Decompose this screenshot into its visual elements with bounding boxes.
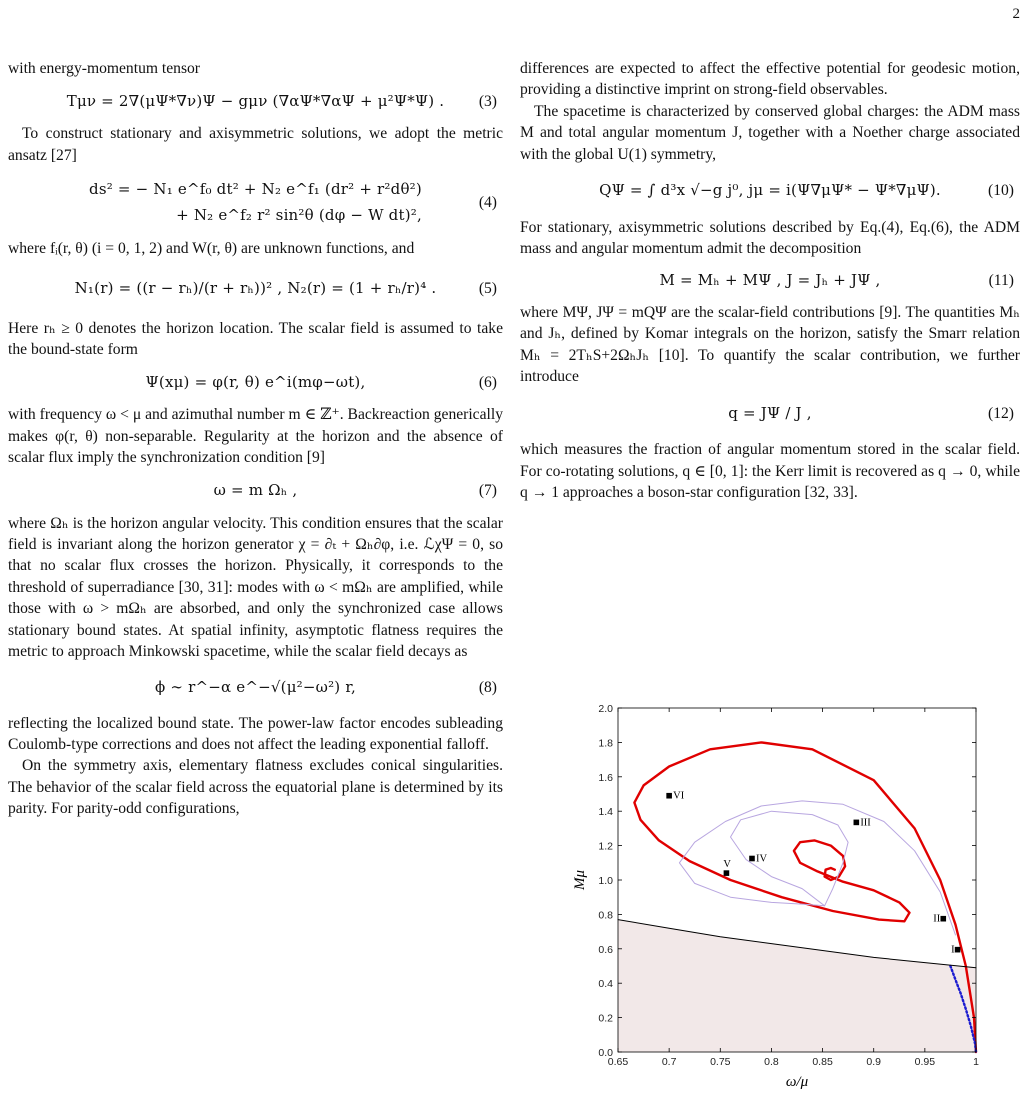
paragraph: differences are expected to affect the effective potential for geodesic motion, providing a distinctive imprint on strong-field observables. [520,60,1020,99]
marker-II [940,916,946,922]
equation-10 [520,165,1020,217]
y-tick-label: 1.6 [598,771,613,784]
equation-line: ds² = − N₁ e^f₀ dt² + N₂ e^f₁ (dr² + r²dθ²) [89,180,422,199]
paragraph: The spacetime is characterized by conserved global charges: the ADM mass M and total angular momentum J, together with a Noether charge associated with the global U(1) symmetry, [520,102,1020,163]
equation-text: Tμν = 2∇(μΨ*∇ν)Ψ − gμν (∇αΨ*∇αΨ + μ²Ψ*Ψ) . [66,91,445,110]
x-tick-label: 0.9 [866,1056,882,1068]
marker-VI [666,793,672,799]
marker-label-II: II [933,913,941,925]
equation-text: ϕ ∼ r^−α e^−√(μ²−ω²) r, [154,677,357,696]
equation-text: QΨ = ∫ d³x √−g j⁰, jμ = i(Ψ∇μΨ* − Ψ*∇μΨ). [599,181,941,200]
equation-number: (11) [988,272,1014,290]
figure [558,700,998,1100]
equation-line: + N₂ e^f₂ r² sin²θ (dφ − W dt)², [176,206,422,225]
equation-5 [8,260,503,318]
equation-7 [8,469,503,513]
x-tick-label: 0.8 [764,1056,779,1068]
marker-label-V: V [723,859,732,871]
y-tick-label: 1.4 [598,806,613,819]
y-tick-label: 0.4 [598,978,613,991]
y-tick-label: 2.0 [598,703,613,715]
marker-III [854,820,860,826]
paragraph: which measures the fraction of angular momentum stored in the scalar field. For co-rotating solutions, q ∈ [0, 1]: the Kerr limit is recovered as q → 0, while q → 1 approaches a boson-star configuration [32, 33]. [520,441,1020,502]
equation-number: (8) [478,678,497,696]
paragraph: with energy-momentum tensor [8,60,200,77]
equation-number: (6) [478,373,497,391]
equation-8 [8,663,503,713]
marker-label-IV: IV [755,853,768,865]
equation-number: (7) [478,481,497,499]
marker-IV [749,856,755,862]
paragraph: On the symmetry axis, elementary flatness excludes conical singularities. The behavior of the scalar field across the equatorial plane is determined by its parity. For parity-odd configurations, [8,757,503,818]
y-tick-label: 1.2 [598,840,613,853]
paragraph: where Ωₕ is the horizon angular velocity. This condition ensures that the scalar field is invariant along the horizon generator χ = ∂ₜ + Ωₕ∂φ, i.e. ℒχΨ = 0, so that no scalar flux crosses the horizon. Physically, it corresponds to the threshold of superradiance [30, 31]: modes with ω < mΩₕ are amplified, while those with ω > mΩₕ are absorbed, and only the synchronized case allows stationary bound states. At spatial infinity, asymptotic flatness requires the metric to approach Minkowski spacetime, while the scalar field decays as [8,514,503,661]
equation-text: ω = m Ωₕ , [213,480,298,499]
paragraph: reflecting the localized bound state. The power-law factor encodes subleading Coulomb-type corrections and does not affect the leading exponential falloff. [8,714,503,753]
equation-number: (3) [478,92,497,110]
equation-number: (4) [478,193,497,211]
x-tick-label: 0.95 [914,1056,936,1068]
equation-3 [8,79,503,123]
x-tick-label: 0.7 [661,1056,677,1068]
mass-frequency-chart [558,700,998,1100]
series-thin-purple-2 [731,811,849,906]
x-tick-label: 0.85 [812,1056,833,1068]
equation-number: (5) [478,279,497,297]
y-tick-label: 1.8 [598,737,613,750]
equation-number: (12) [988,404,1014,422]
x-axis-label: ω/μ [785,1074,809,1090]
y-tick-label: 0.8 [598,909,613,922]
paragraph: where fᵢ(r, θ) (i = 0, 1, 2) and W(r, θ) are unknown functions, and [8,240,415,258]
equation-6 [8,360,503,404]
shaded-region [618,920,976,1052]
y-axis-label: Mμ [572,869,588,891]
equation-text: q = JΨ / J , [728,403,812,422]
y-tick-label: 0.0 [598,1047,613,1059]
y-tick-label: 0.2 [598,1012,613,1025]
page-number: 2 [1012,6,1020,22]
x-tick-label: 1 [973,1056,979,1068]
paragraph: where MΨ, JΨ = mQΨ are the scalar-field contributions [9]. The quantities Mₕ and Jₕ, defined by Komar integrals on the horizon, satisfy the Smarr relation Mₕ = 2TₕS+2ΩₕJₕ [10]. To quantify the scalar contribution, we further introduce [520,303,1020,386]
paragraph: Here rₕ ≥ 0 denotes the horizon location. The scalar field is assumed to take the bound-state form [8,319,503,359]
equation-4 [8,166,503,238]
equation-12 [520,387,1020,439]
marker-V [724,870,730,876]
x-tick-label: 0.75 [710,1056,731,1068]
equation-11 [520,260,1020,302]
marker-label-VI: VI [673,790,685,802]
paragraph: To construct stationary and axisymmetric solutions, we adopt the metric ansatz [27] [8,125,503,164]
x-tick-label: 0.65 [607,1056,629,1068]
equation-text: M = Mₕ + MΨ , J = Jₕ + JΨ , [659,271,881,290]
paragraph: For stationary, axisymmetric solutions described by Eq.(4), Eq.(6), the ADM mass and angular momentum admit the decomposition [520,219,1020,258]
right-column [520,58,1020,504]
y-tick-label: 0.6 [598,943,613,956]
y-tick-label: 1.0 [598,875,613,887]
equation-text: N₁(r) = ((r − rₕ)/(r + rₕ))² , N₂(r) = (1 + rₕ/r)⁴ . [74,278,437,297]
marker-I [955,947,961,953]
marker-label-III: III [860,817,871,829]
series-thin-purple-1 [679,801,955,935]
marker-label-I: I [951,944,955,956]
left-column [8,58,503,820]
equation-text: Ψ(xμ) = φ(r, θ) e^i(mφ−ωt), [145,372,366,391]
equation-number: (10) [988,182,1014,200]
paragraph: with frequency ω < μ and azimuthal number m ∈ ℤ⁺. Backreaction generically makes φ(r, θ) non-separable. Regularity at the horizon and the absence of scalar flux imply the synchronization condition [9] [8,406,503,467]
